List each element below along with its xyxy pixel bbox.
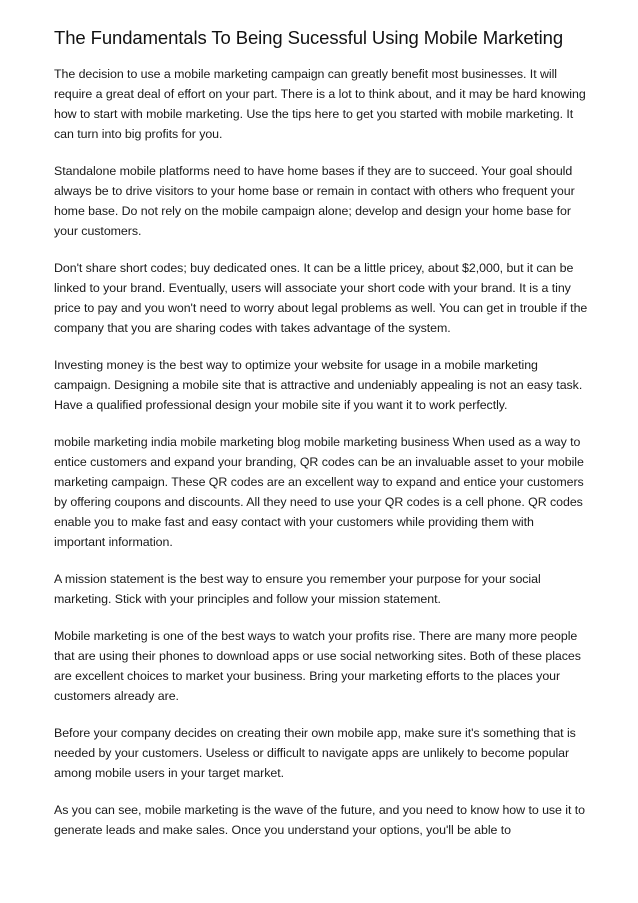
paragraph-7: Mobile marketing is one of the best ways to watch your profits rise. There are many more people that are using their phones to download apps or use social networking sites. Both of these places are excellent choices to market your business. Bring your marketing efforts to the places your customers already are. xyxy=(54,629,581,703)
document-body xyxy=(54,64,588,840)
paragraph-8: Before your company decides on creating their own mobile app, make sure it's something that is needed by your customers. Useless or difficult to navigate apps are unlikely to become popular among mobile users in your target market. xyxy=(54,726,576,780)
paragraph-4: Investing money is the best way to optimize your website for usage in a mobile marketing campaign. Designing a mobile site that is attractive and undeniably appealing is not an easy task. Have a qualified professional design your mobile site if you want it to work perfectly. xyxy=(54,358,583,412)
document-title: The Fundamentals To Being Sucessful Using Mobile Marketing xyxy=(54,27,564,48)
paragraph-9: As you can see, mobile marketing is the wave of the future, and you need to know how to use it to generate leads and make sales. Once you understand your options, you'll be able to xyxy=(54,803,586,837)
paragraph-2: Standalone mobile platforms need to have home bases if they are to succeed. Your goal should always be to drive visitors to your home base or remain in contact with others who frequent your home base. Do not rely on the mobile campaign alone; develop and design your home base for your customers. xyxy=(54,164,575,238)
paragraph-1: The decision to use a mobile marketing campaign can greatly benefit most businesses. It will require a great deal of effort on your part. There is a lot to think about, and it may be hard knowing how to start with mobile marketing. Use the tips here to get you started with mobile marketing. It can turn into big profits for you. xyxy=(54,67,586,141)
paragraph-6: A mission statement is the best way to ensure you remember your purpose for your social marketing. Stick with your principles and follow your mission statement. xyxy=(54,572,541,606)
paragraph-3: Don't share short codes; buy dedicated ones. It can be a little pricey, about $2,000, but it can be linked to your brand. Eventually, users will associate your short code with your brand. It is a tiny price to pay and you won't need to worry about legal problems as well. You can get in trouble if the company that you are sharing codes with takes advantage of the system. xyxy=(54,261,588,335)
paragraph-5: mobile marketing india mobile marketing blog mobile marketing business When used as a way to entice customers and expand your branding, QR codes can be an invaluable asset to your mobile marketing campaign. These QR codes are an excellent way to expand and entice your customers by offering coupons and discounts. All they need to use your QR codes is a cell phone. QR codes enable you to make fast and easy contact with your customers while providing them with important information. xyxy=(54,435,584,549)
